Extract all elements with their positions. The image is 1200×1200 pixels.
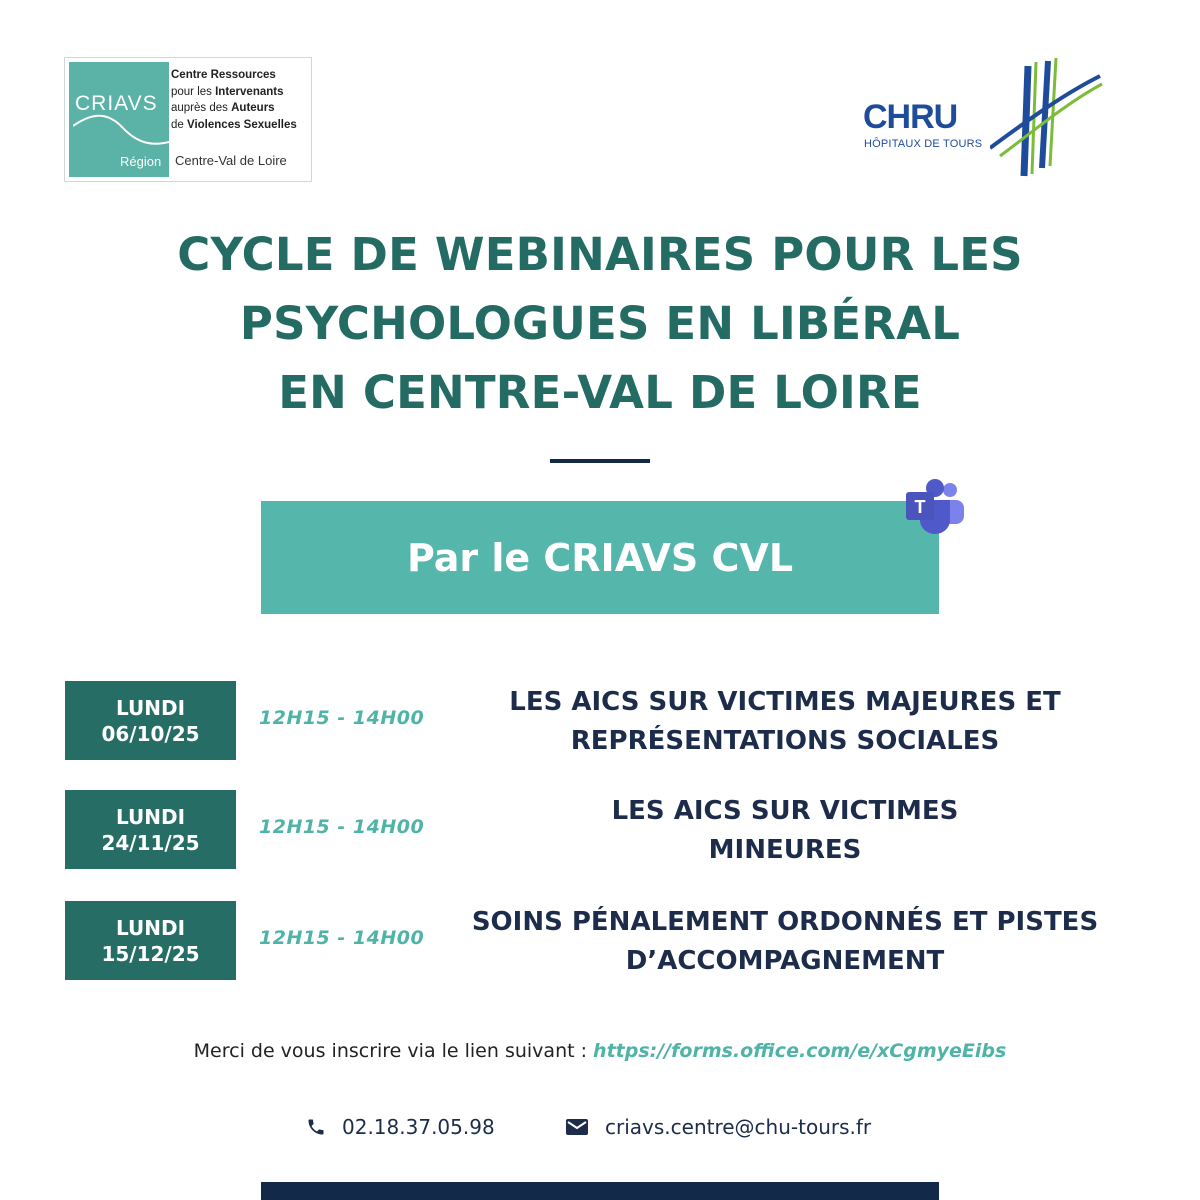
page-title <box>0 220 1200 427</box>
criavs-logo <box>64 57 312 182</box>
wave-icon <box>73 112 169 152</box>
session-date: 06/10/25 <box>101 721 200 746</box>
email-address[interactable]: criavs.centre@chu-tours.fr <box>605 1115 872 1139</box>
title-line-1: CYCLE DE WEBINAIRES POUR LES <box>177 228 1023 281</box>
session-topic-line1: LES AICS SUR VICTIMES <box>611 796 959 826</box>
chru-logo <box>860 56 1110 186</box>
criavs-line2-bold: Intervenants <box>215 85 284 98</box>
title-divider <box>550 459 650 463</box>
session-topic <box>440 683 1130 761</box>
session-date-badge <box>65 681 236 760</box>
chru-name: CHRU <box>863 98 958 136</box>
session-date-badge <box>65 790 236 869</box>
chru-subtitle: HÔPITAUX DE TOURS <box>864 138 983 150</box>
phone-icon <box>306 1117 326 1137</box>
session-topic-line2: MINEURES <box>708 835 862 865</box>
session-topic-line2: D’ACCOMPAGNEMENT <box>625 946 945 976</box>
session-topic <box>440 792 1130 870</box>
title-line-2: PSYCHOLOGUES EN LIBÉRAL <box>239 297 961 350</box>
session-day: LUNDI <box>115 804 186 829</box>
session-topic-line1: SOINS PÉNALEMENT ORDONNÉS ET PISTES <box>471 907 1099 937</box>
registration-text: Merci de vous inscrire via le lien suivant : <box>193 1040 594 1062</box>
session-row <box>0 901 1200 981</box>
criavs-line3-bold: Auteurs <box>231 102 275 114</box>
phone-contact <box>306 1115 495 1139</box>
session-time: 12H15 - 14H00 <box>259 707 425 729</box>
criavs-line4-pre: de <box>171 118 187 131</box>
phone-number: 02.18.37.05.98 <box>342 1115 495 1139</box>
session-row <box>0 790 1200 870</box>
session-topic-line2: REPRÉSENTATIONS SOCIALES <box>570 726 1000 756</box>
organizer-banner <box>261 501 939 614</box>
session-topic <box>440 903 1130 981</box>
teams-icon <box>902 478 966 536</box>
session-topic-line1: LES AICS SUR VICTIMES MAJEURES ET <box>509 687 1061 717</box>
mail-icon <box>565 1117 589 1137</box>
session-date-badge <box>65 901 236 980</box>
footer-bar <box>261 1182 939 1200</box>
banner-text: Par le CRIAVS CVL <box>406 535 794 580</box>
criavs-acronym: CRIAVS <box>75 92 158 115</box>
session-time: 12H15 - 14H00 <box>259 927 425 949</box>
criavs-logo-text <box>169 62 307 177</box>
registration-link[interactable]: https://forms.office.com/e/xCgmyeEibs <box>593 1040 1007 1062</box>
session-row <box>0 681 1200 761</box>
title-line-3: EN CENTRE-VAL DE LOIRE <box>278 366 922 419</box>
session-date: 24/11/25 <box>101 830 200 855</box>
session-day: LUNDI <box>115 695 186 720</box>
chru-h-mark-icon <box>990 56 1105 186</box>
criavs-line3-pre: auprès des <box>171 102 232 114</box>
criavs-line1: Centre Ressources <box>171 69 276 81</box>
criavs-region-label: Région <box>120 154 162 169</box>
criavs-logo-panel <box>69 62 169 177</box>
registration-notice <box>0 1040 1200 1062</box>
session-day: LUNDI <box>115 915 186 940</box>
session-date: 15/12/25 <box>101 941 200 966</box>
criavs-line2-pre: pour les <box>171 85 216 98</box>
session-time: 12H15 - 14H00 <box>259 816 425 838</box>
svg-text:T: T <box>914 497 926 517</box>
criavs-line4-bold: Violences Sexuelles <box>187 118 297 131</box>
criavs-region-name: Centre-Val de Loire <box>175 153 287 168</box>
email-contact <box>565 1115 871 1139</box>
